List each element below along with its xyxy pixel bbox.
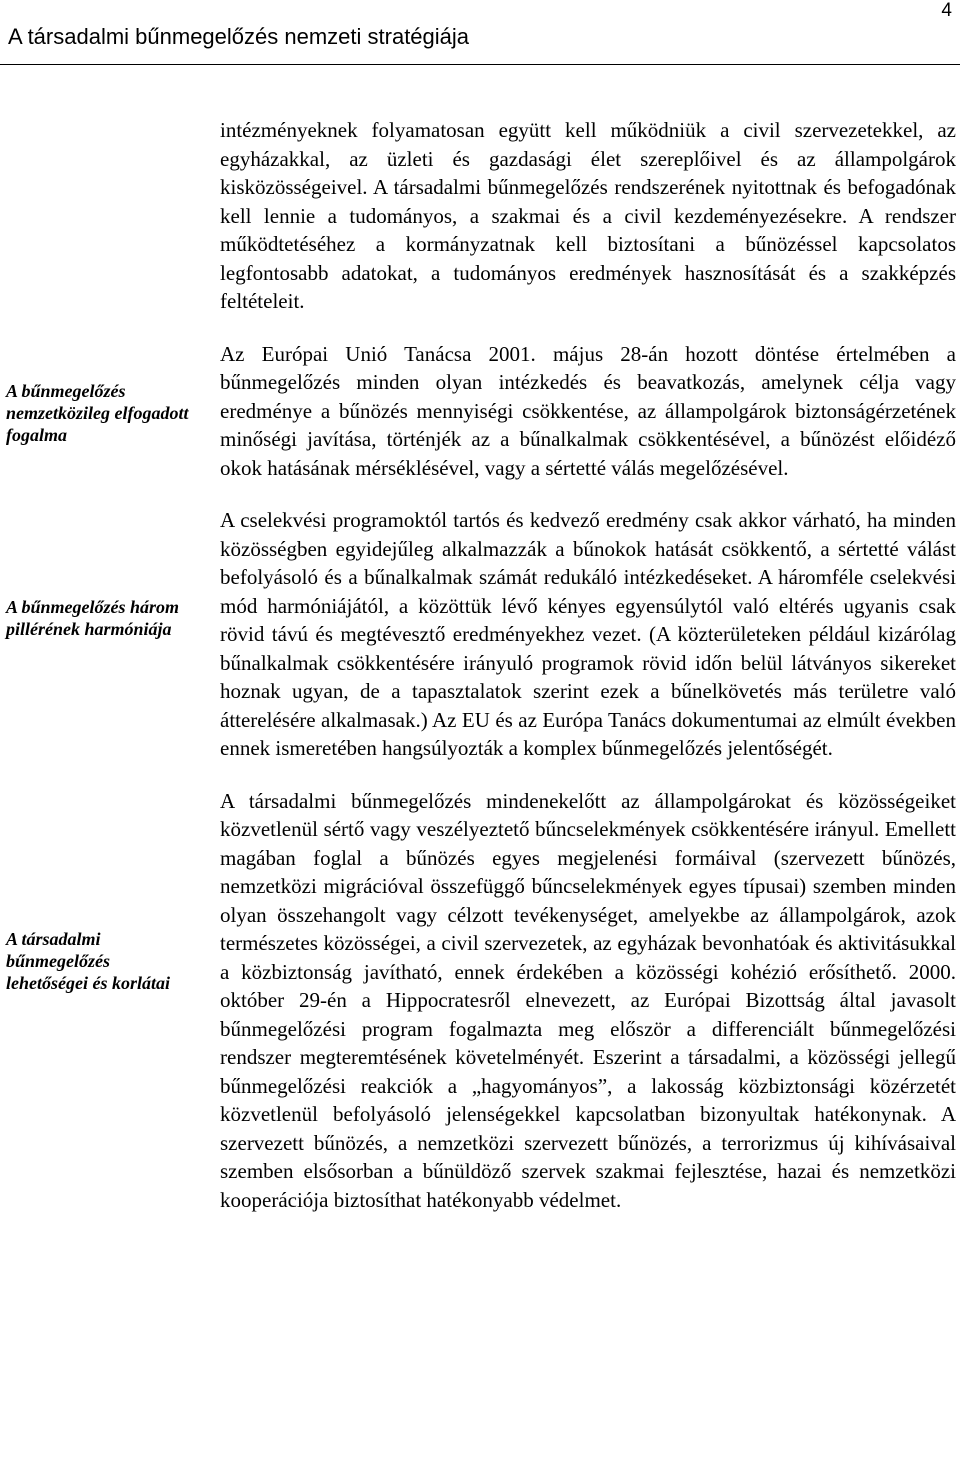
margin-note-concept: A bűnmegelőzés nemzetközileg elfogadott fogalma — [6, 381, 189, 445]
paragraph: A társadalmi bűnmegelőzés mindenekelőtt az állampolgárokat és közösségeiket közvetlenül sértő vagy veszélyeztető bűncselekmények csökkentésére irányul. Emellett magában foglal a bűnözés egyes megjelenési formáival (szervezett bűnözés, nemzetközi migrációval összefüggő bűncselekmények egyes típusai) szemben minden olyan összehangolt vagy célzott tevékenységet, amelyekbe az állampolgárok, azok természetes közösségei, a civil szervezetek, az egyházak bevonhatóak és aktivitásukkal a közbiztonság javítható, ennek érdekében a közösségi kohézió erősíthető. 2000. október 29-én a Hippocratesről elnevezett, az Európai Bizottság által javasolt bűnmegelőzési program fogalmazta meg először a differenciált bűnmegelőzési rendszer megteremtésének követelményét. Eszerint a társadalmi, a közösségi jellegű bűnmegelőzési reakciók a „hagyományos”, a lakosság közbiztonsági közérzetét közvetlenül befolyásoló jelenségekkel kapcsolatban bizonyultak hatékonynak. A szervezett bűnözés, a nemzetközi szervezett bűnözés, a terrorizmus új kihívásaival szemben elsősorban a bűnüldöző szervek szakmai fejlesztése, hazai és nemzetközi kooperációja biztosíthat hatékonyabb védelmet. — [220, 788, 956, 1212]
paragraph: intézményeknek folyamatosan együtt kell működniük a civil szervezetekkel, az egyházakkal, az üzleti és gazdasági élet szereplőivel és az állampolgárok kisközösségeivel. A társadalmi bűnmegelőzés rendszerének nyitottnak és befogadónak kell lennie a tudományos, a szakmai és a civil kezdeményezésekre. A rendszer működtetéséhez a kormányzatnak kell biztosítani a bűnözéssel kapcsolatos legfontosabb adatokat, a tudományos eredmények hasznosítását és a szakképzés feltételeit. — [220, 118, 956, 313]
running-title: A társadalmi bűnmegelőzés nemzeti stratégiája — [8, 24, 470, 49]
paragraph: A cselekvési programoktól tartós és kedvező eredmény csak akkor várható, ha minden közösségben egyidejűleg alkalmazzák a bűnokok hatását csökkentő, a sértetté válást befolyásoló és a bűnalkalmak számát redukáló intézkedéseket. A háromféle cselekvési mód harmóniájától, a közöttük lévő kényes egyensúlytól való eltérés ugyanis csak rövid távú és megtévesztő eredményekhez vezet. (A közterületeken például kizárólag bűnalkalmak csökkentésére irányuló programok rövid időn belül látványos sikereket hoznak ugyan, de a tapasztalatok szerint ezek a bűnelkövetés más területre való átterelésére alkalmasak.) Az EU és az Európa Tanács dokumentumai az elmúlt években ennek ismeretében hangsúlyozták a komplex bűnmegelőzés jelentőségét. — [220, 508, 956, 760]
page-number: 4 — [941, 0, 952, 21]
page-header — [0, 0, 960, 65]
margin-note-possibilities: A társadalmi bűnmegelőzés lehetőségei és korlátai — [6, 929, 170, 993]
paragraph: Az Európai Unió Tanácsa 2001. május 28-án hozott döntése értelmében a bűnmegelőzés minden olyan intézkedés és beavatkozás, amelynek célja vagy eredménye a bűnözés mennyiségi csökkentése, az állampolgárok biztonságérzetének minőségi javítása, történjék az a bűnalkalmak csökkentésével, a bűnözést előidéző okok hatásának mérséklésével, vagy a sértetté válás megelőzésével. — [220, 341, 956, 480]
margin-note-three-pillars: A bűnmegelőzés három pillérének harmóniája — [6, 597, 180, 639]
body-text — [220, 116, 956, 1238]
